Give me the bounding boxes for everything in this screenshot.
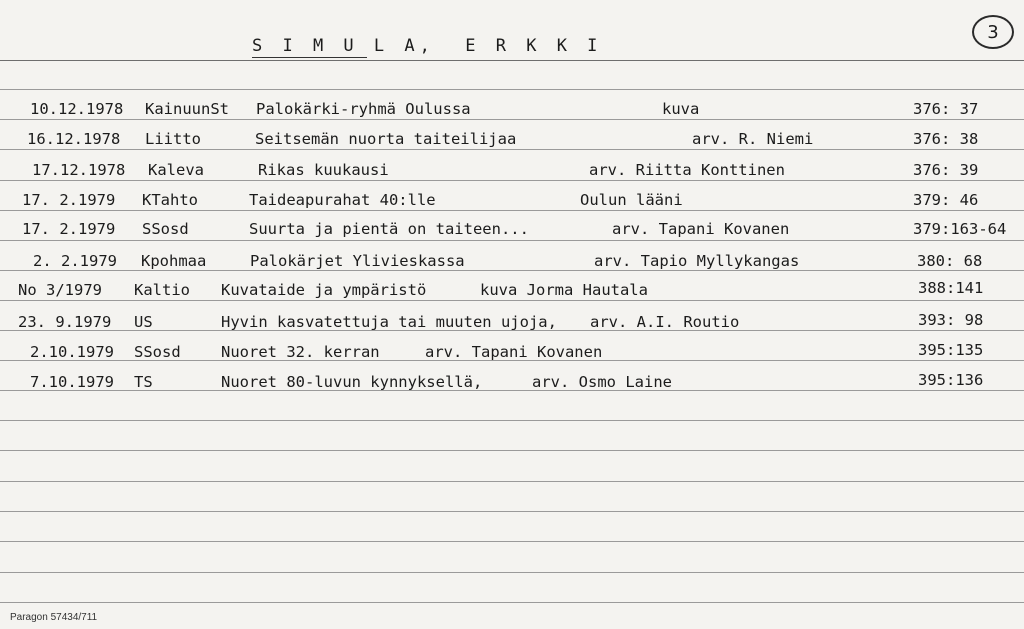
entry-source: Kaltio: [134, 281, 190, 299]
entry-note: kuva Jorma Hautala: [480, 281, 648, 299]
page-number-circle: [972, 15, 1014, 49]
entry-source: SSosd: [142, 220, 189, 238]
entry-date: 2.10.1979: [30, 343, 114, 361]
entry-source: KTahto: [142, 191, 198, 209]
ruled-line: [0, 450, 1024, 451]
ruled-line: [0, 481, 1024, 482]
ruled-line: [0, 180, 1024, 181]
entry-date: 17. 2.1979: [22, 191, 116, 209]
entry-reference: 395:136: [918, 371, 984, 389]
entry-note: arv. Riitta Konttinen: [589, 161, 785, 179]
entry-date: 7.10.1979: [30, 373, 114, 391]
entry-note: kuva: [662, 100, 700, 118]
entry-title: Hyvin kasvatettuja tai muuten ujoja,: [221, 313, 557, 331]
ruled-line: [0, 390, 1024, 391]
entry-source: Kaleva: [148, 161, 204, 179]
entry-date: No 3/1979: [18, 281, 102, 299]
ruled-line: [0, 210, 1024, 211]
entry-title: Rikas kuukausi: [258, 161, 389, 179]
ruled-line: [0, 149, 1024, 150]
entry-reference: 376: 38: [913, 130, 979, 148]
ruled-line: [0, 240, 1024, 241]
entry-date: 2. 2.1979: [33, 252, 117, 270]
entry-title: Suurta ja pientä on taiteen...: [249, 220, 529, 238]
entry-source: Kpohmaa: [141, 252, 207, 270]
entry-title: Palokärjet Ylivieskassa: [250, 252, 465, 270]
entry-reference: 388:141: [918, 279, 984, 297]
ruled-line: [0, 119, 1024, 120]
entry-source: US: [134, 313, 153, 331]
entry-reference: 395:135: [918, 341, 984, 359]
ruled-line: [0, 89, 1024, 90]
entry-source: KainuunSt: [145, 100, 229, 118]
entry-note: arv. R. Niemi: [692, 130, 814, 148]
entry-date: 10.12.1978: [30, 100, 124, 118]
entry-reference: 376: 37: [913, 100, 979, 118]
ruled-line: [0, 541, 1024, 542]
entry-title: Kuvataide ja ympäristö: [221, 281, 427, 299]
entry-source: SSosd: [134, 343, 181, 361]
entry-reference: 380: 68: [917, 252, 983, 270]
entry-note: arv. Tapani Kovanen: [612, 220, 790, 238]
entry-note: arv. Tapani Kovanen: [425, 343, 603, 361]
entry-note: arv. Osmo Laine: [532, 373, 672, 391]
entry-date: 17. 2.1979: [22, 220, 116, 238]
entry-title: Nuoret 80-luvun kynnyksellä,: [221, 373, 483, 391]
entry-title: Seitsemän nuorta taiteilijaa: [255, 130, 517, 148]
entry-reference: 376: 39: [913, 161, 979, 179]
entry-note: Oulun lääni: [580, 191, 683, 209]
entry-title: Palokärki-ryhmä Oulussa: [256, 100, 471, 118]
title-underline: [252, 57, 367, 58]
ruled-line: [0, 270, 1024, 271]
card-title: S I M U L A, E R K K I: [252, 36, 603, 56]
entry-reference: 379: 46: [913, 191, 979, 209]
entry-source: Liitto: [145, 130, 201, 148]
entry-source: TS: [134, 373, 153, 391]
ruled-line: [0, 300, 1024, 301]
entry-reference: 393: 98: [918, 311, 984, 329]
entry-note: arv. A.I. Routio: [590, 313, 740, 331]
print-code: Paragon 57434/711: [10, 612, 98, 623]
ruled-line: [0, 511, 1024, 512]
entry-title: Taideapurahat 40:lle: [249, 191, 436, 209]
entry-date: 16.12.1978: [27, 130, 121, 148]
entry-date: 17.12.1978: [32, 161, 126, 179]
ruled-line: [0, 572, 1024, 573]
entry-title: Nuoret 32. kerran: [221, 343, 380, 361]
ruled-line: [0, 420, 1024, 421]
entry-note: arv. Tapio Myllykangas: [594, 252, 800, 270]
header-rule: [0, 60, 1024, 61]
page-number: 3: [987, 21, 999, 43]
entry-reference: 379:163-64: [913, 220, 1007, 238]
entry-date: 23. 9.1979: [18, 313, 112, 331]
ruled-line: [0, 602, 1024, 603]
